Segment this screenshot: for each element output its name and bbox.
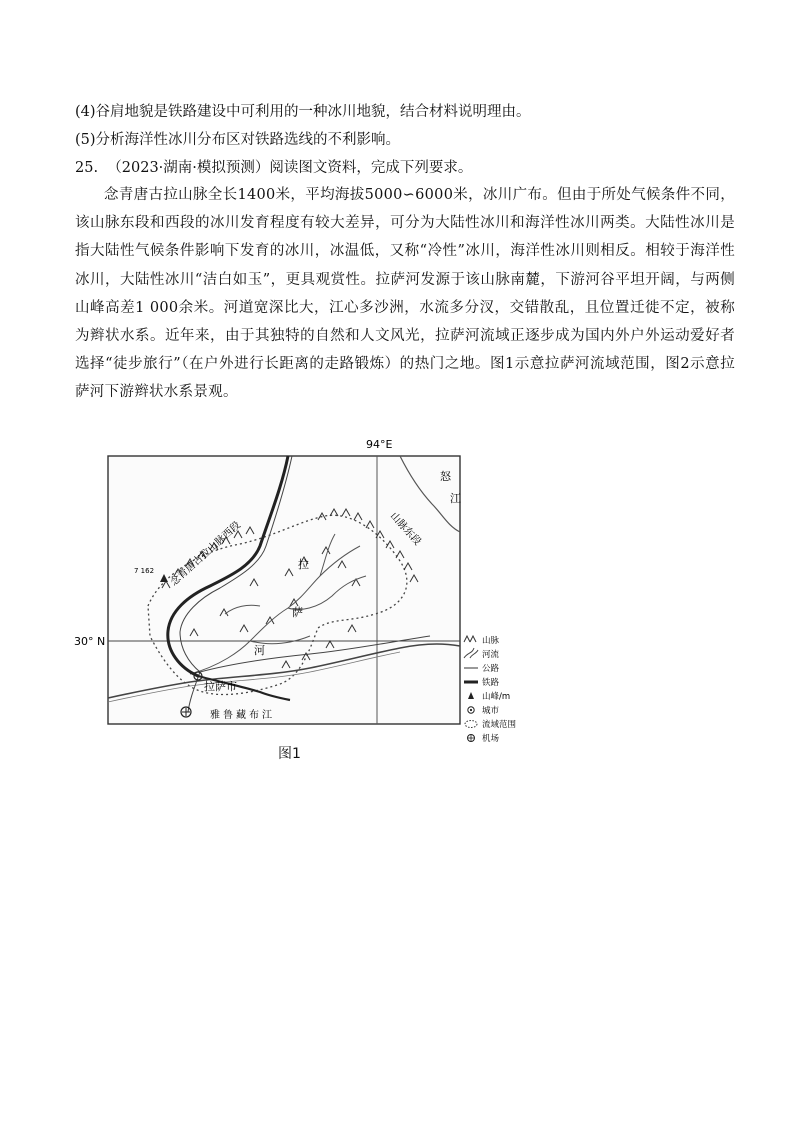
river-char-3: 河 (254, 644, 265, 657)
river-char-1: 拉 (298, 558, 309, 571)
legend-airport: 机场 (482, 734, 500, 744)
question-25-header: 25. （2023·湖南·模拟预测）阅读图文资料，完成下列要求。 (75, 160, 473, 176)
range-east-label: 山脉东段 (387, 510, 423, 548)
legend-mountain-icon (464, 636, 476, 642)
nu-char-2: 江 (450, 492, 461, 505)
legend-river-icon (464, 648, 478, 658)
legend-river: 河流 (482, 650, 500, 660)
legend-railway: 铁路 (482, 678, 500, 688)
lon-label: 94°E (366, 438, 393, 451)
yarlung-label: 雅鲁藏布江 (210, 710, 275, 721)
lhasa-city-dot (197, 675, 200, 678)
map-frame (108, 456, 460, 724)
lat-label: 30° N (74, 635, 106, 648)
nu-char-1: 怒 (440, 470, 451, 483)
legend-city: 城市 (482, 706, 500, 716)
legend-basin: 流域范围 (482, 720, 517, 730)
legend-basin-icon (465, 721, 477, 728)
question-5: (5)分析海洋性冰川分布区对铁路选线的不利影响。 (75, 132, 401, 148)
legend-mountain: 山脉 (482, 636, 500, 646)
legend-peak-icon (468, 692, 474, 699)
peak-label: 7 162 (134, 567, 155, 575)
legend-peak: 山峰/m (482, 692, 511, 702)
river-char-2: 萨 (292, 606, 303, 619)
lhasa-river-basin-map (70, 436, 530, 756)
figure-caption: 图1 (278, 746, 301, 762)
map-legend (464, 635, 516, 744)
reading-passage: 念青唐古拉山脉全长1400米，平均海拔5000∽6000米，冰川广布。但由于所处气候条件不同，该山脉东段和西段的冰川发育程度有较大差异，可分为大陆性冰川和海洋性冰川两类。大陆性冰川是指大陆性气候条件影响下发育的冰川，冰温低，又称“冷性”冰川，海洋性冰川则相反。相较于海洋性冰川，大陆性冰川“洁白如玉”，更具观赏性。拉萨河发源于该山脉南麓，下游河谷平坦开阔，与两侧山峰高差1 000余米。河道宽深比大，江心多沙洲，水流多分汊，交错散乱，且位置迁徙不定，被称为辫状水系。近年来，由于其独特的自然和人文风光，拉萨河流域正逐步成为国内外户外运动爱好者选择“徒步旅行”（在户外进行长距离的走路锻炼）的热门之地。图1示意拉萨河流域范围，图2示意拉萨河下游辫状水系景观。 (75, 187, 735, 401)
map-svg (70, 436, 530, 756)
range-west-label: 念青唐古拉山脉西段 (168, 519, 243, 589)
city-label: 拉萨市 (204, 680, 237, 693)
question-4: (4)谷肩地貌是铁路建设中可利用的一种冰川地貌，结合材料说明理由。 (75, 104, 531, 120)
legend-highway: 公路 (482, 664, 500, 674)
legend-city-dot (470, 709, 472, 711)
